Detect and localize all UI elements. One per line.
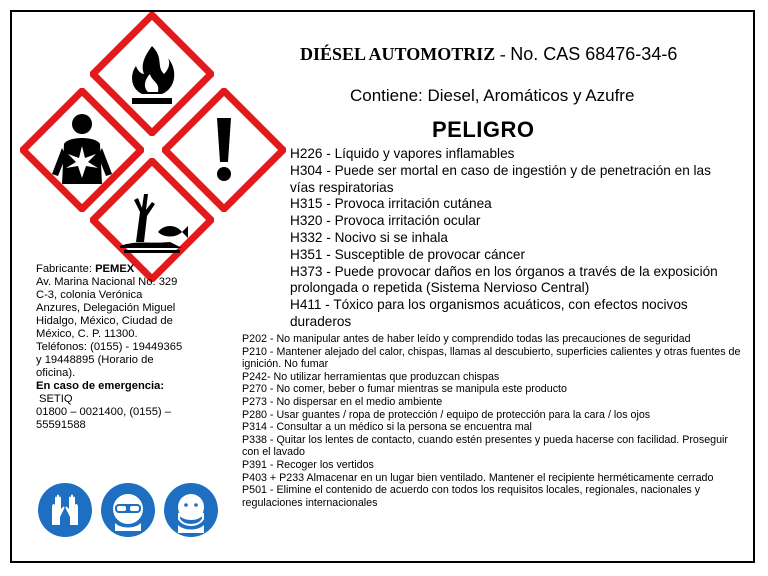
precautionary-statement: P280 - Usar guantes / ropa de protección / equipo de protección para la cara / los ojos	[242, 408, 651, 421]
precautionary-statements	[242, 333, 747, 509]
precautionary-statement: P391 - Recoger los vertidos	[242, 458, 374, 471]
manufacturer-label: Fabricante:	[36, 263, 96, 275]
signal-word: PELIGRO	[432, 117, 535, 142]
precautionary-statement: P314 - Consultar a un médico si la persona se encuentra mal	[242, 421, 532, 434]
precautionary-statement: P403 + P233 Almacenar en un lugar bien ventilado. Mantener el recipiente herméticamente cerrado	[242, 471, 714, 484]
hazard-statement: H351 - Susceptible de provocar cáncer	[290, 246, 525, 262]
hazard-statement: H226 - Líquido y vapores inflamables	[290, 146, 515, 161]
gloves-icon	[38, 483, 92, 537]
goggles-icon	[101, 483, 155, 537]
precautionary-statement: P210 - Mantener alejado del calor, chispas, llamas al descubierto, superficies calientes y otras fuentes de ignición. No fumar	[242, 345, 741, 371]
precautionary-statement: P501 - Elimine el contenido de acuerdo con todos los requisitos locales, regionales, nacionales y regulaciones internacionales	[242, 484, 701, 509]
manufacturer-info	[36, 263, 186, 432]
manufacturer-address: Av. Marina Nacional No. 329 C-3, colonia Verónica Anzures, Delegación Miguel Hidalgo, México, Ciudad de México, C. P. 11300.	[36, 276, 178, 340]
title-separator: -	[495, 44, 511, 64]
precautionary-statement: P270 - No comer, beber o fumar mientras se manipula este producto	[242, 383, 567, 396]
hazard-statement: H332 - Nocivo si se inhala	[290, 229, 448, 245]
precautionary-statement: P202 - No manipular antes de haber leído y comprendido todas las precauciones de seguridad	[242, 333, 691, 345]
product-title	[300, 44, 760, 65]
manufacturer-name: PEMEX	[95, 263, 135, 275]
hazard-statement: H304 - Puede ser mortal en caso de ingestión y de penetración en las vías respiratorias	[290, 162, 711, 195]
hazard-statement: H411 - Tóxico para los organismos acuáticos, con efectos nocivos duraderos	[290, 297, 688, 329]
precautionary-statement: P338 - Quitar los lentes de contacto, cuando estén presentes y pueda hacerse con facilidad. Proseguir con el lavado	[242, 433, 728, 459]
hazard-statement: H315 - Provoca irritación cutánea	[290, 196, 492, 212]
emergency-phones: 01800 – 0021400, (0155) – 55591588	[36, 406, 171, 431]
precautionary-statement: P273 - No dispersar en el medio ambiente	[242, 395, 443, 408]
product-name: DIÉSEL AUTOMOTRIZ	[300, 44, 496, 64]
hazard-statement: H320 - Provoca irritación ocular	[290, 213, 481, 229]
hazard-statement: H373 - Puede provocar daños en los órganos a través de la exposición prolongada o repetida (Sistema Nervioso Central)	[290, 263, 718, 296]
emergency-label: En caso de emergencia:	[36, 380, 165, 392]
emergency-name: SETIQ	[39, 393, 73, 405]
precautionary-statement: P242- No utilizar herramientas que produzcan chispas	[242, 370, 500, 383]
respirator-mask-icon	[164, 483, 218, 537]
cas-number: No. CAS 68476-34-6	[510, 44, 678, 64]
manufacturer-phones: Teléfonos: (0155) - 19449365 y 19448895 (Horario de oficina).	[36, 341, 183, 379]
contains-line: Contiene: Diesel, Aromáticos y Azufre	[350, 86, 635, 105]
hazard-statements	[290, 146, 730, 331]
